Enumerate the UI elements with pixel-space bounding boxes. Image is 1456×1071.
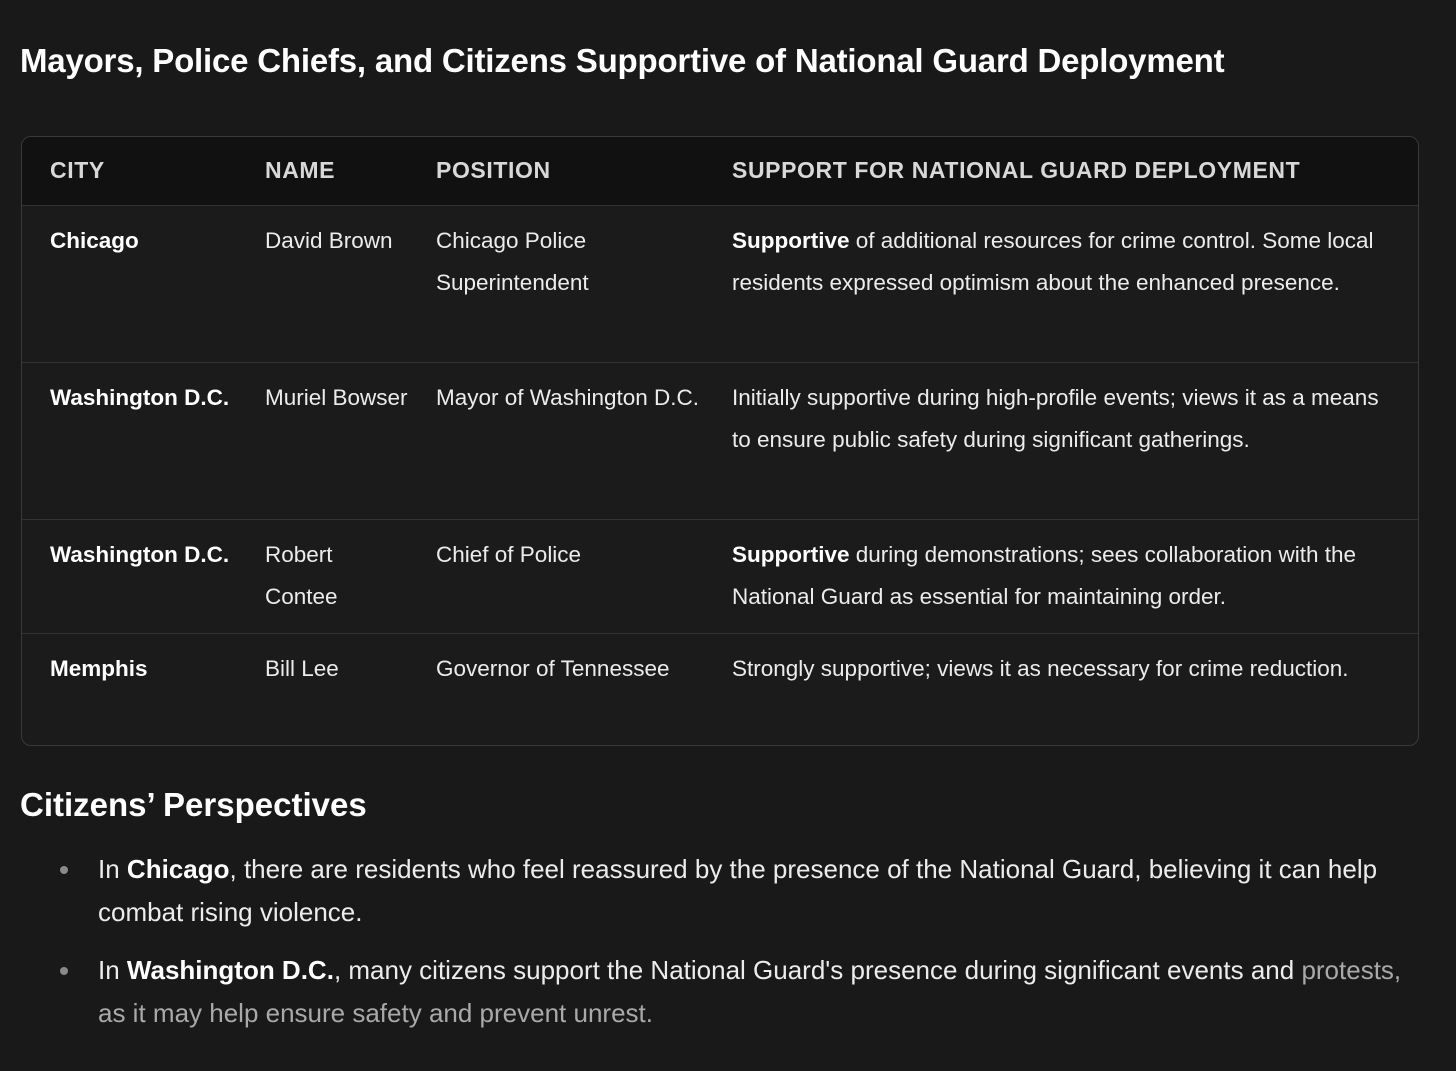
item-text: , there are residents who feel reassured by the presence of the National Guard, believing it can help combat rising violence. [98,854,1378,927]
support-emphasis: Supportive [732,227,850,253]
item-city: Washington D.C. [126,955,334,985]
bullet-icon [60,967,68,975]
support-table [21,136,1419,746]
cell-city: Washington D.C. [22,519,237,633]
cell-support [704,633,1418,745]
column-header-position: POSITION [408,137,704,205]
support-emphasis: Supportive [732,541,850,567]
support-text: Strongly supportive; views it as necessary for crime reduction. [732,655,1349,681]
cell-position: Chicago Police Superintendent [408,205,704,362]
table-row [22,633,1418,745]
item-faded-text: protests, as it may help ensure safety and prevent unrest. [98,955,1402,1028]
support-text: of additional resources for crime control. Some local residents expressed optimism about the enhanced presence. [732,227,1374,295]
table-row [22,205,1418,362]
cell-city: Memphis [50,655,148,681]
item-city: Chicago [126,854,230,884]
cell-city: Washington D.C. [22,362,237,519]
cell-city: Chicago [22,205,237,362]
support-text: during demonstrations; sees collaboration with the National Guard as essential for maintaining order. [732,541,1357,609]
perspectives-list [20,848,1420,1050]
table-header-row [22,137,1418,205]
cell-position: Mayor of Washington D.C. [408,362,704,519]
support-text: Initially supportive during high-profile events; views it as a means to ensure public safety during significant gatherings. [732,384,1379,452]
support-table-grid [22,137,1418,745]
cell-name: Bill Lee [265,655,339,681]
column-header-support: SUPPORT FOR NATIONAL GUARD DEPLOYMENT [704,137,1418,205]
item-text: , many citizens support the National Guard's presence during significant events and [333,955,1302,985]
page-title: Mayors, Police Chiefs, and Citizens Supportive of National Guard Deployment [20,42,1225,79]
cell-support [704,519,1418,633]
list-item [20,848,1420,934]
cell-position: Governor of Tennessee [436,655,670,681]
cell-name: David Brown [237,205,408,362]
cell-support [704,205,1418,362]
column-header-city: CITY [22,137,237,205]
cell-name: Robert Contee [237,519,408,633]
item-prefix: In [98,955,127,985]
table-row [22,362,1418,519]
perspectives-heading: Citizens’ Perspectives [20,786,367,823]
list-item [20,949,1420,1035]
column-header-name: NAME [237,137,408,205]
item-prefix: In [98,854,127,884]
cell-name: Muriel Bowser [237,362,408,519]
cell-support [704,362,1418,519]
table-row [22,519,1418,633]
bullet-icon [60,866,68,874]
cell-position: Chief of Police [408,519,704,633]
